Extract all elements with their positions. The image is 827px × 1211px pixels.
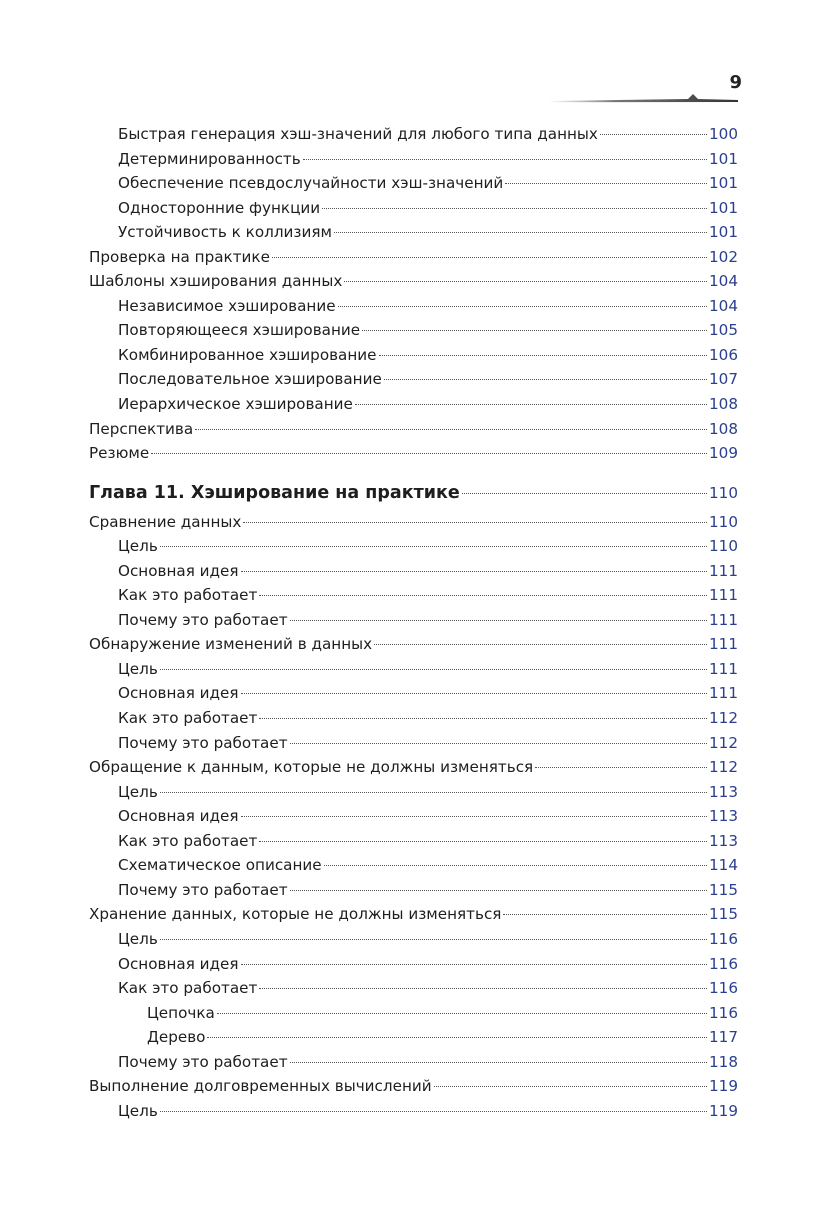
toc-entry-title: Односторонние функции bbox=[118, 198, 321, 217]
toc-entry[interactable] bbox=[89, 367, 738, 392]
toc-entry-title: Устойчивость к коллизиям bbox=[118, 223, 332, 242]
toc-entry-title: Хранение данных, которые не должны изменяться bbox=[89, 905, 502, 924]
toc-entry-title: Независимое хэширование bbox=[118, 296, 336, 315]
toc-entry-title: Выполнение долговременных вычислений bbox=[89, 1077, 432, 1096]
toc-entry-page: 111 bbox=[709, 659, 738, 678]
toc-entry[interactable] bbox=[89, 171, 738, 196]
toc-entry-page: 115 bbox=[709, 880, 738, 899]
dot-leader bbox=[241, 816, 707, 817]
toc-entry-title: Схематическое описание bbox=[118, 856, 322, 875]
dot-leader bbox=[334, 232, 707, 233]
toc-entry-title: Почему это работает bbox=[118, 880, 288, 899]
toc-entry[interactable] bbox=[89, 294, 738, 319]
dot-leader bbox=[303, 159, 707, 160]
dot-leader bbox=[290, 743, 707, 744]
table-of-contents bbox=[89, 122, 738, 1123]
toc-entry-title: Почему это работает bbox=[118, 610, 288, 629]
toc-entry[interactable] bbox=[89, 245, 738, 270]
toc-entry-page: 106 bbox=[709, 345, 738, 364]
toc-entry-title: Основная идея bbox=[118, 807, 239, 826]
toc-entry[interactable] bbox=[89, 608, 738, 633]
dot-leader bbox=[374, 644, 707, 645]
toc-entry-title: Последовательное хэширование bbox=[118, 370, 382, 389]
toc-entry[interactable] bbox=[89, 1099, 738, 1124]
toc-entry[interactable] bbox=[89, 780, 738, 805]
toc-entry-page: 110 bbox=[709, 537, 738, 556]
toc-entry[interactable] bbox=[89, 583, 738, 608]
toc-entry-title: Почему это работает bbox=[118, 1052, 288, 1071]
toc-entry[interactable] bbox=[89, 731, 738, 756]
toc-entry-title: Шаблоны хэширования данных bbox=[89, 272, 343, 291]
toc-entry-page: 113 bbox=[709, 831, 738, 850]
toc-entry[interactable] bbox=[89, 122, 738, 147]
dot-leader bbox=[241, 693, 707, 694]
dot-leader bbox=[362, 330, 707, 331]
toc-entry-page: 110 bbox=[709, 512, 738, 531]
dot-leader bbox=[344, 281, 707, 282]
toc-entry-title: Цель bbox=[118, 659, 158, 678]
toc-entry[interactable] bbox=[89, 853, 738, 878]
toc-entry-title: Резюме bbox=[89, 444, 150, 463]
toc-entry[interactable] bbox=[89, 510, 738, 535]
dot-leader bbox=[272, 257, 707, 258]
dot-leader bbox=[259, 988, 707, 989]
toc-entry-title: Цель bbox=[118, 1101, 158, 1120]
dot-leader bbox=[160, 792, 707, 793]
toc-entry-title: Цель bbox=[118, 782, 158, 801]
toc-entry-page: 100 bbox=[709, 125, 738, 143]
toc-entry-page: 104 bbox=[709, 296, 738, 315]
toc-entry-page: 111 bbox=[709, 561, 738, 580]
toc-entry-page: 119 bbox=[709, 1077, 738, 1096]
toc-entry-page: 116 bbox=[709, 1003, 738, 1022]
toc-entry-title: Как это работает bbox=[118, 586, 258, 605]
toc-entry[interactable] bbox=[89, 952, 738, 977]
dot-leader bbox=[505, 183, 707, 184]
toc-entry-page: 108 bbox=[709, 395, 738, 414]
dot-leader bbox=[324, 865, 707, 866]
toc-entry-title: Проверка на практике bbox=[89, 247, 270, 266]
toc-entry[interactable] bbox=[89, 1074, 738, 1099]
toc-entry[interactable] bbox=[89, 829, 738, 854]
toc-entry-page: 113 bbox=[709, 807, 738, 826]
toc-entry-title: Иерархическое хэширование bbox=[118, 395, 353, 414]
toc-entry-page: 108 bbox=[709, 419, 738, 438]
toc-entry[interactable] bbox=[89, 147, 738, 172]
toc-entry-page: 109 bbox=[709, 444, 738, 463]
toc-entry-title: Детерминированность bbox=[118, 149, 301, 168]
dot-leader bbox=[322, 208, 707, 209]
dot-leader bbox=[290, 890, 707, 891]
toc-entry-page: 111 bbox=[709, 635, 738, 654]
dot-leader bbox=[600, 134, 707, 135]
toc-entry-title: Обращение к данным, которые не должны изменяться bbox=[89, 758, 534, 777]
dot-leader bbox=[160, 1111, 707, 1112]
page-number: 9 bbox=[729, 72, 742, 93]
toc-entry[interactable] bbox=[89, 559, 738, 584]
toc-entry[interactable] bbox=[89, 220, 738, 245]
toc-entry-title: Сравнение данных bbox=[89, 512, 242, 531]
toc-entry-page: 101 bbox=[709, 198, 738, 217]
toc-entry-title: Обеспечение псевдослучайности хэш-значений bbox=[118, 174, 504, 193]
dot-leader bbox=[290, 1062, 707, 1063]
toc-entry-page: 112 bbox=[709, 758, 738, 777]
toc-entry-title: Перспектива bbox=[89, 419, 194, 438]
toc-entry-page: 101 bbox=[709, 223, 738, 242]
toc-chapter-entry[interactable] bbox=[89, 478, 738, 508]
dot-leader bbox=[535, 767, 707, 768]
dot-leader bbox=[259, 841, 707, 842]
dot-leader bbox=[217, 1013, 707, 1014]
dot-leader bbox=[259, 595, 707, 596]
dot-leader bbox=[379, 355, 707, 356]
toc-entry-title: Основная идея bbox=[118, 561, 239, 580]
toc-entry-page: 117 bbox=[709, 1028, 738, 1047]
toc-entry[interactable] bbox=[89, 755, 738, 780]
toc-entry[interactable] bbox=[89, 441, 738, 466]
toc-entry[interactable] bbox=[89, 196, 738, 221]
toc-entry-page: 115 bbox=[709, 905, 738, 924]
toc-entry-page: 113 bbox=[709, 782, 738, 801]
header-rule-ornament bbox=[548, 90, 738, 106]
toc-entry[interactable] bbox=[89, 1050, 738, 1075]
toc-entry-title: Дерево bbox=[147, 1028, 206, 1047]
dot-leader bbox=[243, 522, 707, 523]
toc-entry[interactable] bbox=[89, 681, 738, 706]
toc-entry-page: 112 bbox=[709, 733, 738, 752]
toc-entry-page: 104 bbox=[709, 272, 738, 291]
toc-entry-title: Основная идея bbox=[118, 954, 239, 973]
dot-leader bbox=[241, 571, 707, 572]
toc-entry-title: Основная идея bbox=[118, 684, 239, 703]
toc-entry[interactable] bbox=[89, 534, 738, 559]
dot-leader bbox=[160, 546, 707, 547]
dot-leader bbox=[241, 964, 707, 965]
toc-entry[interactable] bbox=[89, 343, 738, 368]
dot-leader bbox=[355, 404, 707, 405]
toc-entry-title: Как это работает bbox=[118, 831, 258, 850]
dot-leader bbox=[503, 914, 707, 915]
toc-entry[interactable] bbox=[89, 417, 738, 442]
toc-entry-page: 119 bbox=[709, 1101, 738, 1120]
toc-entry-title: Быстрая генерация хэш-значений для любого типа данных bbox=[118, 125, 598, 143]
toc-entry-title: Глава 11. Хэширование на практике bbox=[89, 482, 460, 503]
dot-leader bbox=[462, 493, 707, 494]
toc-entry-title: Цель bbox=[118, 929, 158, 948]
toc-entry-title: Обнаружение изменений в данных bbox=[89, 635, 373, 654]
dot-leader bbox=[384, 379, 707, 380]
toc-entry-page: 101 bbox=[709, 174, 738, 193]
toc-entry[interactable] bbox=[89, 1001, 738, 1026]
toc-entry[interactable] bbox=[89, 976, 738, 1001]
toc-entry-page: 107 bbox=[709, 370, 738, 389]
toc-entry[interactable] bbox=[89, 1025, 738, 1050]
toc-entry-title: Как это работает bbox=[118, 709, 258, 728]
toc-entry-title: Цепочка bbox=[147, 1003, 215, 1022]
toc-entry[interactable] bbox=[89, 269, 738, 294]
toc-entry-page: 101 bbox=[709, 149, 738, 168]
toc-entry[interactable] bbox=[89, 318, 738, 343]
toc-entry[interactable] bbox=[89, 706, 738, 731]
toc-entry-title: Цель bbox=[118, 537, 158, 556]
dot-leader bbox=[290, 620, 707, 621]
toc-entry-page: 116 bbox=[709, 954, 738, 973]
toc-entry[interactable] bbox=[89, 804, 738, 829]
toc-entry[interactable] bbox=[89, 927, 738, 952]
toc-entry-page: 114 bbox=[709, 856, 738, 875]
toc-entry-page: 118 bbox=[709, 1052, 738, 1071]
toc-entry[interactable] bbox=[89, 632, 738, 657]
toc-entry-title: Как это работает bbox=[118, 979, 258, 998]
toc-entry[interactable] bbox=[89, 392, 738, 417]
toc-entry-title: Комбинированное хэширование bbox=[118, 345, 377, 364]
toc-entry[interactable] bbox=[89, 878, 738, 903]
dot-leader bbox=[259, 718, 707, 719]
dot-leader bbox=[207, 1037, 707, 1038]
toc-entry-page: 105 bbox=[709, 321, 738, 340]
dot-leader bbox=[338, 306, 707, 307]
dot-leader bbox=[160, 939, 707, 940]
toc-entry[interactable] bbox=[89, 902, 738, 927]
dot-leader bbox=[160, 669, 707, 670]
toc-entry-page: 116 bbox=[709, 979, 738, 998]
toc-entry[interactable] bbox=[89, 657, 738, 682]
dot-leader bbox=[434, 1086, 707, 1087]
toc-entry-page: 116 bbox=[709, 929, 738, 948]
toc-entry-page: 110 bbox=[709, 483, 738, 502]
toc-entry-page: 111 bbox=[709, 684, 738, 703]
toc-entry-page: 112 bbox=[709, 709, 738, 728]
toc-entry-page: 111 bbox=[709, 586, 738, 605]
toc-entry-page: 111 bbox=[709, 610, 738, 629]
dot-leader bbox=[195, 429, 707, 430]
toc-entry-title: Повторяющееся хэширование bbox=[118, 321, 361, 340]
toc-entry-page: 102 bbox=[709, 247, 738, 266]
dot-leader bbox=[151, 453, 707, 454]
toc-entry-title: Почему это работает bbox=[118, 733, 288, 752]
